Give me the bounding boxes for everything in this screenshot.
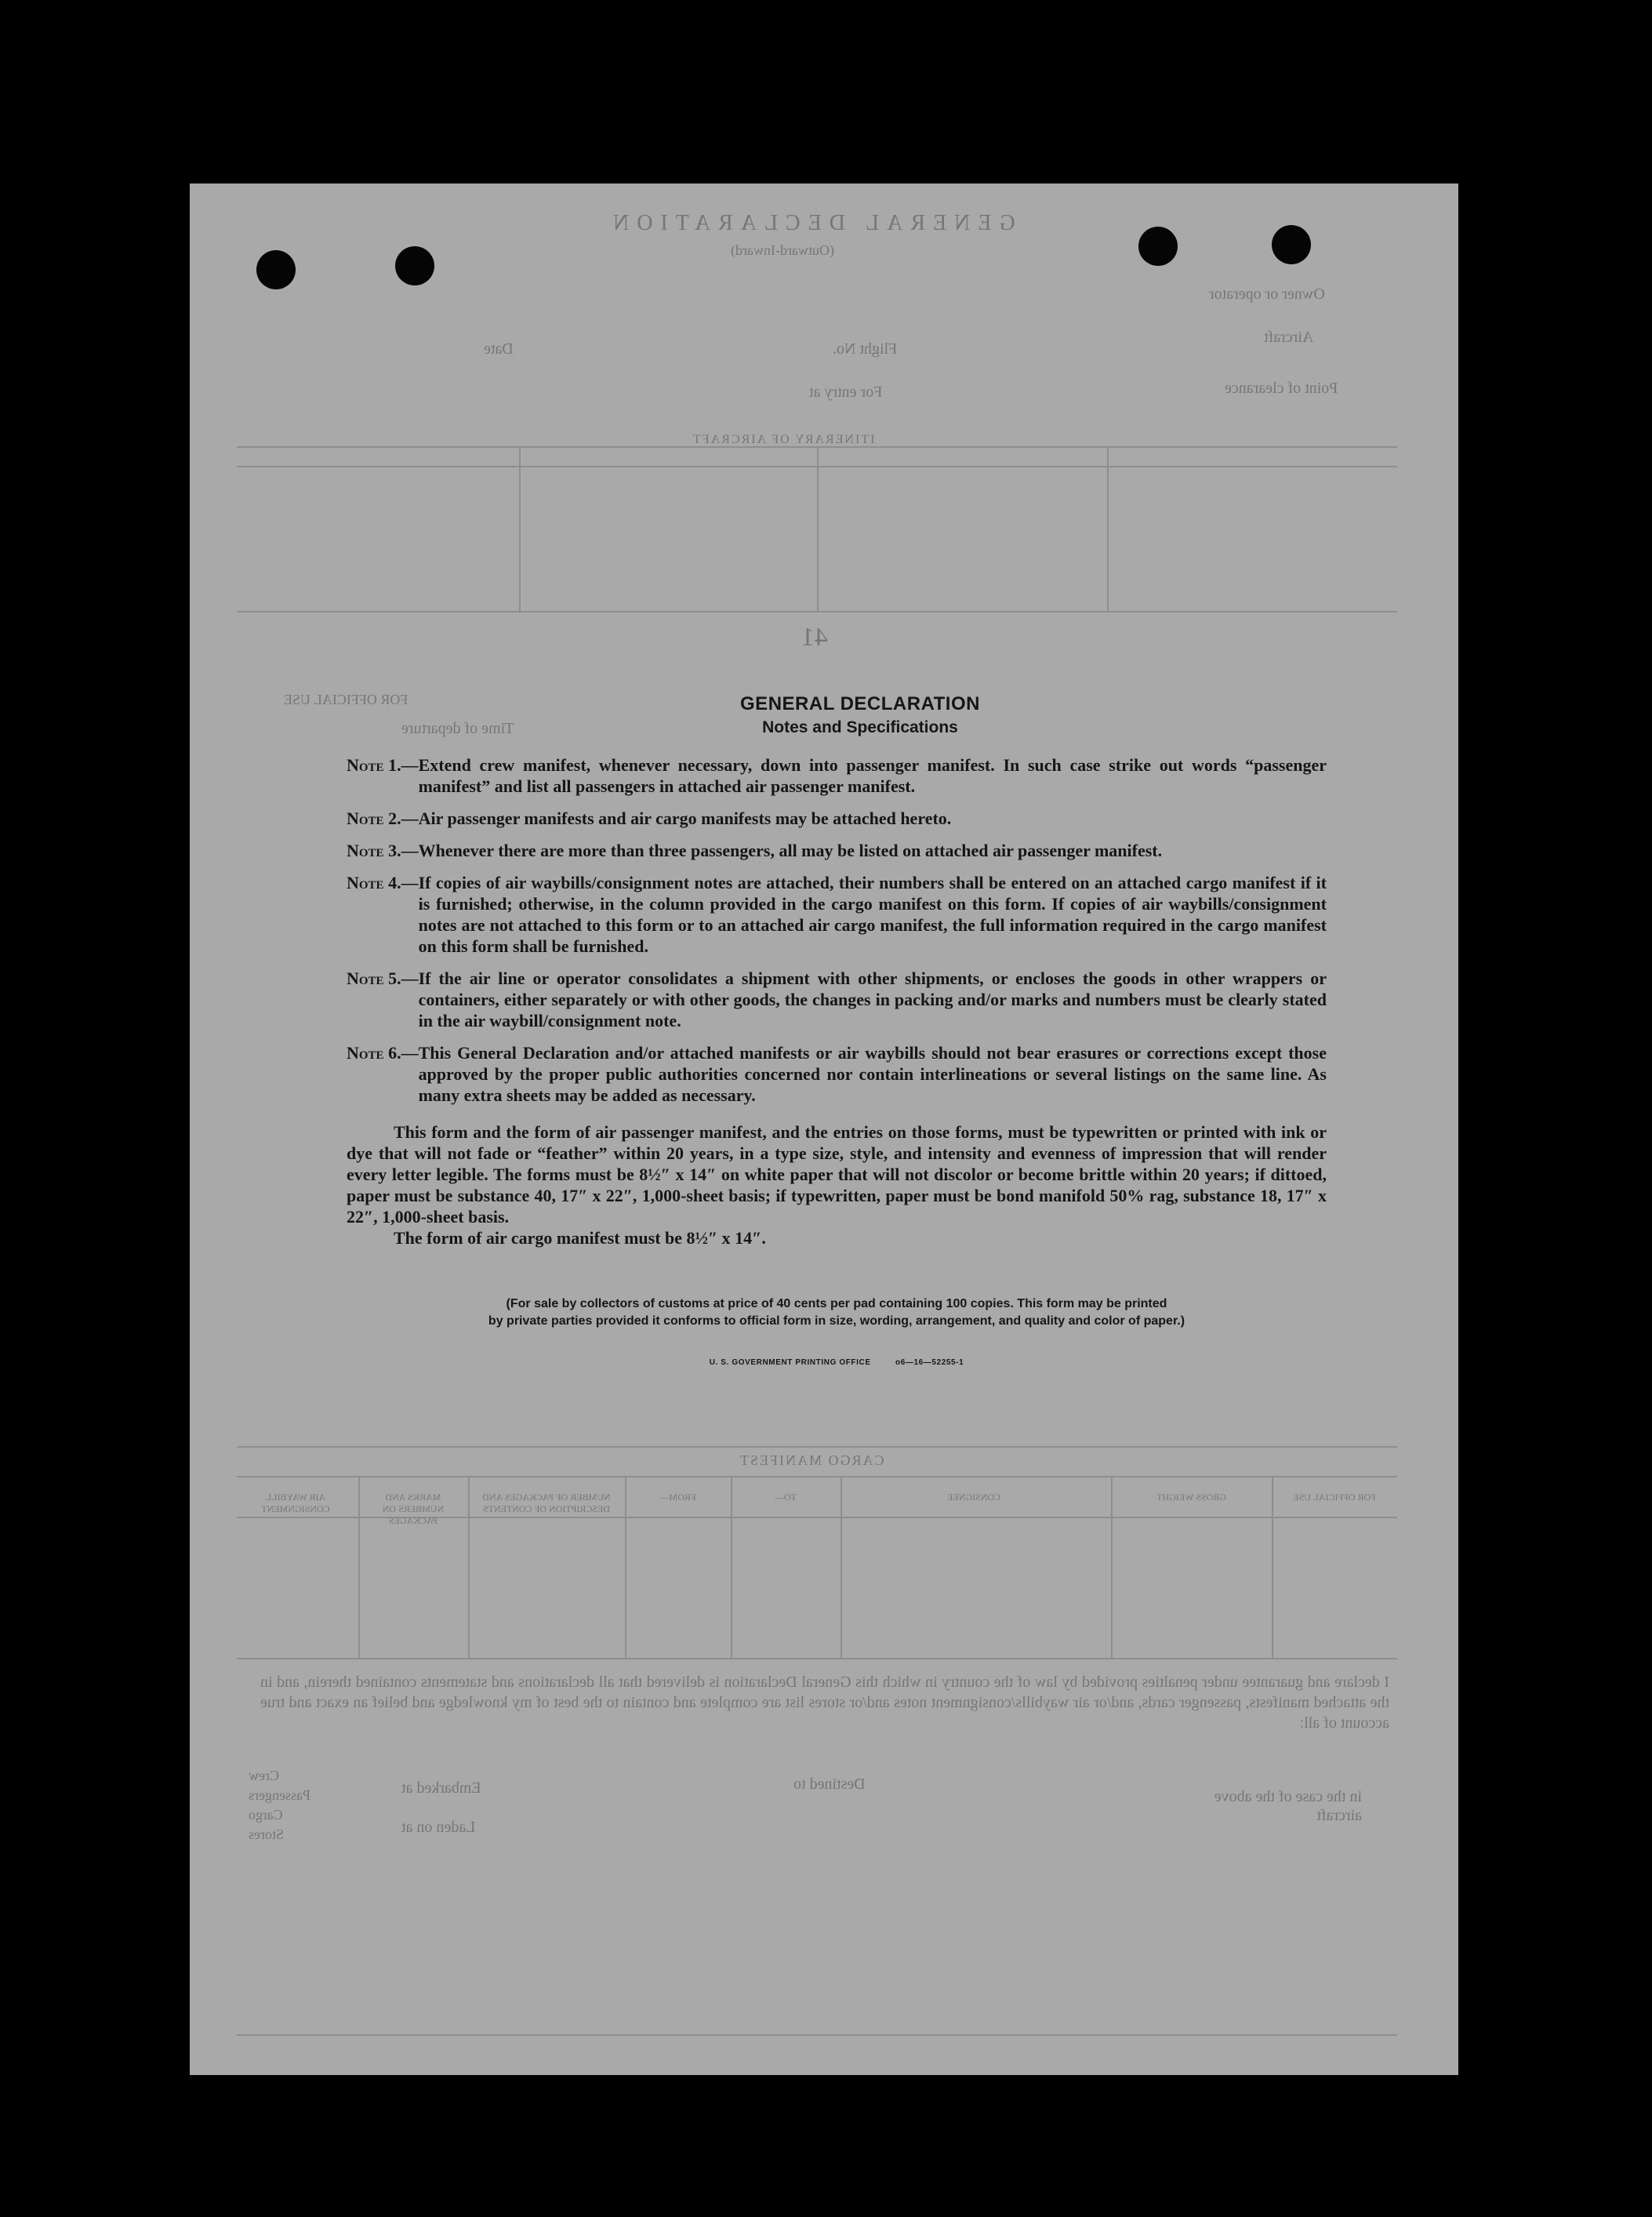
bleed-rule <box>841 1476 842 1658</box>
bleed-passengers: Passengers <box>249 1787 310 1803</box>
bleed-embarked: Embarked at <box>401 1779 481 1797</box>
notes-title: GENERAL DECLARATION <box>740 693 980 714</box>
printer-code: o6—16—52255-1 <box>895 1358 964 1367</box>
note-label: Note 6.— <box>347 1043 419 1063</box>
bleed-departure-time: Time of departure <box>401 720 514 737</box>
bleed-rule <box>519 446 521 611</box>
printer-name: U. S. GOVERNMENT PRINTING OFFICE <box>709 1358 871 1367</box>
note-label: Note 2.— <box>347 809 419 828</box>
bleed-cargo: Cargo <box>249 1807 283 1823</box>
note-label: Note 5.— <box>347 969 419 988</box>
bleed-declaration: I declare and guarantee under penalties provided by law of the country in which this General Declaration is delivered that all declarations and statements contained therein, and in the attached manifests, passenger cards, and/or air waybills/consignment notes and/or stores list are complete and contain to the best of my knowledge and belief an exact and true account of all: <box>260 1674 1389 1732</box>
bleed-rule <box>1111 1476 1113 1658</box>
bleed-rule <box>817 446 819 611</box>
specification-paragraph: This form and the form of air passenger manifest, and the entries on those forms, must be typewritten or printed with ink or dye that will not fade or “feather” within 20 years, in a type size, style, and intensity and evenness of impression that will render every letter legible. The forms must be 8½″ x 14″ on white paper that will not discolor or become brittle within 20 years; if dittoed, paper must be substance 40, 17″ x 22″, 1,000-sheet basis; if typewritten, paper must be bond manifold 50% rag, substance 18, 17″ x 22″, 1,000-sheet basis. <box>347 1122 1327 1227</box>
bleed-rule <box>237 2034 1397 2036</box>
bleed-rule <box>1107 446 1109 611</box>
bleed-itinerary-label: ITINERARY OF AIRCRAFT <box>692 433 875 446</box>
punch-hole <box>1272 225 1311 264</box>
bleed-rule <box>237 1446 1397 1448</box>
bleed-owner-label: Owner or operator <box>1209 285 1325 303</box>
notes-specifications <box>347 693 1327 1367</box>
bleed-flight-label: Flight No. <box>833 340 898 358</box>
sale-line-1: (For sale by collectors of customs at price of 40 cents per pad containing 100 copies. This form may be printed <box>506 1297 1167 1310</box>
bleed-destined: Destined to <box>793 1775 866 1793</box>
punch-hole <box>256 250 296 289</box>
bleed-subtitle: (Outward-Inward) <box>731 242 834 258</box>
bleed-cargo-col: CONSIGNEE <box>947 1492 1000 1503</box>
bleed-rule <box>731 1476 732 1658</box>
sale-line-2: by private parties provided it conforms to official form in size, wording, arrangement, and quality and color of paper.) <box>488 1314 1185 1328</box>
note-2 <box>347 808 1327 829</box>
note-text: This General Declaration and/or attached manifests or air waybills should not bear erasures or corrections except those approved by the proper public authorities concerned nor contain interlineations or several listings on the same line. As many extra sheets may be added as necessary. <box>418 1043 1327 1105</box>
note-text: Extend crew manifest, whenever necessary, down into passenger manifest. In such case strike out words “passenger manifest” and list all passengers in attached air passenger manifest. <box>418 755 1327 796</box>
bleed-rule <box>237 1658 1397 1659</box>
bleed-cargo-col: TO— <box>775 1492 797 1503</box>
cargo-manifest-size: The form of air cargo manifest must be 8½″ x 14″. <box>394 1228 766 1248</box>
bleed-rule <box>237 611 1397 612</box>
bleed-title: GENERAL DECLARATION <box>605 211 1015 235</box>
note-5 <box>347 968 1327 1031</box>
note-label: Note 3.— <box>347 841 419 860</box>
printer-imprint <box>347 1358 1327 1367</box>
bleed-stores: Stores <box>249 1826 284 1842</box>
document-sheet <box>190 184 1458 2075</box>
note-label: Note 1.— <box>347 755 419 775</box>
note-3 <box>347 840 1327 861</box>
note-label: Note 4.— <box>347 873 419 892</box>
punch-hole <box>1138 227 1178 266</box>
note-1 <box>347 754 1327 797</box>
bleed-rule <box>468 1476 470 1658</box>
bleed-cargo-col: AIR WAYBILL CONSIGNMENT <box>261 1492 330 1514</box>
bleed-stamp-number: 41 <box>801 623 828 652</box>
bleed-date-label: Date <box>484 340 514 358</box>
note-text: If the air line or operator consolidates a shipment with other shipments, or encloses the goods in other wrappers or containers, either separately or with other goods, the changes in packing and/or marks and numbers must be clearly stated in the air waybill/consignment note. <box>418 969 1327 1030</box>
bleed-cargo-col: MARKS AND NUMBERS ON PACKAGES <box>382 1492 445 1526</box>
bleed-crew: Crew <box>249 1768 279 1783</box>
bleed-cargo-col: FOR OFFICIAL USE <box>1293 1492 1376 1503</box>
note-6 <box>347 1042 1327 1106</box>
note-4 <box>347 872 1327 957</box>
bleed-aircraft-label: Aircraft <box>1264 329 1314 346</box>
bleed-entry-label: For entry at <box>809 383 883 401</box>
notes-subtitle: Notes and Specifications <box>762 718 958 736</box>
bleed-laden: Laden on at <box>401 1819 476 1836</box>
bleed-cargo-manifest: CARGO MANIFEST <box>739 1452 884 1468</box>
note-text: Whenever there are more than three passengers, all may be listed on attached air passenger manifest. <box>418 841 1163 860</box>
bleed-cargo-col: GROSS WEIGHT <box>1156 1492 1226 1503</box>
note-text: Air passenger manifests and air cargo manifests may be attached hereto. <box>418 809 952 828</box>
note-text: If copies of air waybills/consignment notes are attached, their numbers shall be entered on an attached cargo manifest if it is furnished; otherwise, in the column provided in the cargo manifest on this form. If copies of air waybills/consignment notes are not attached to this form or to an attached air cargo manifest, the full information required in the cargo manifest on this form shall be furnished. <box>418 873 1327 956</box>
sale-notice <box>347 1296 1327 1330</box>
bleed-rule <box>625 1476 626 1658</box>
bleed-cargo-col: FROM— <box>659 1492 696 1503</box>
punch-hole <box>395 246 434 285</box>
bleed-official-use: FOR OFFICIAL USE <box>284 692 408 707</box>
bleed-case-of: in the case of the above aircraft <box>1214 1788 1362 1824</box>
bleed-clearance-label: Point of clearance <box>1225 380 1338 397</box>
bleed-rule <box>358 1476 360 1658</box>
bleed-cargo-col: NUMBER OF PACKAGES AND DESCRIPTION OF CONTENTS <box>482 1492 611 1514</box>
bleed-rule <box>237 1476 1397 1477</box>
bleed-rule <box>1272 1476 1273 1658</box>
